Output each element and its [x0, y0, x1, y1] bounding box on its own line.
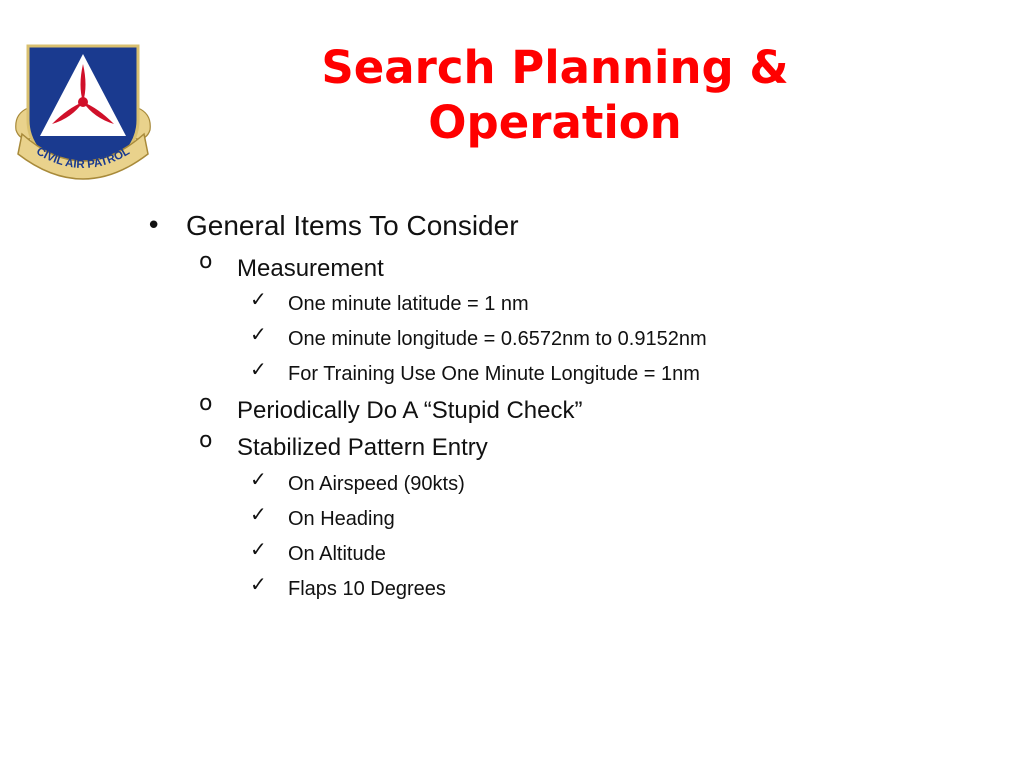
outline-item — [199, 428, 488, 463]
outline-item — [250, 467, 465, 497]
outline-item-text: On Altitude — [288, 543, 386, 565]
outline-item — [250, 287, 529, 317]
outline-item-text: Flaps 10 Degrees — [288, 578, 446, 600]
outline-item-text: One minute latitude = 1 nm — [288, 293, 529, 315]
outline-item — [146, 209, 519, 243]
outline-item-text: Stabilized Pattern Entry — [237, 434, 488, 461]
outline-item-text: Periodically Do A “Stupid Check” — [237, 397, 583, 424]
outline-item — [250, 537, 386, 567]
outline-item — [250, 357, 700, 387]
outline-item-text: General Items To Consider — [186, 210, 519, 241]
check-icon: ✓ — [250, 467, 267, 491]
check-icon: ✓ — [250, 357, 267, 381]
outline-item-text: One minute longitude = 0.6572nm to 0.9152nm — [288, 328, 707, 350]
outline-item-text: On Airspeed (90kts) — [288, 473, 465, 495]
circle-marker: o — [199, 391, 213, 416]
title-line-2: Operation — [428, 96, 682, 149]
circle-marker: o — [199, 249, 213, 274]
circle-marker: o — [199, 428, 213, 453]
check-icon: ✓ — [250, 287, 267, 311]
logo-ribbon-text: CIVIL AIR PATROL — [34, 145, 132, 172]
outline-item — [250, 322, 707, 352]
outline-item — [250, 572, 446, 602]
title-line-1: Search Planning & — [321, 41, 789, 94]
bullet-marker: • — [146, 211, 162, 241]
outline-item — [250, 502, 395, 532]
outline-item-text: Measurement — [237, 255, 384, 282]
outline-item-text: For Training Use One Minute Longitude = 1nm — [288, 363, 700, 385]
check-icon: ✓ — [250, 502, 267, 526]
outline-item-text: On Heading — [288, 508, 395, 530]
check-icon: ✓ — [250, 537, 267, 561]
outline-item — [199, 391, 583, 426]
check-icon: ✓ — [250, 572, 267, 596]
check-icon: ✓ — [250, 322, 267, 346]
outline-item — [199, 249, 384, 284]
